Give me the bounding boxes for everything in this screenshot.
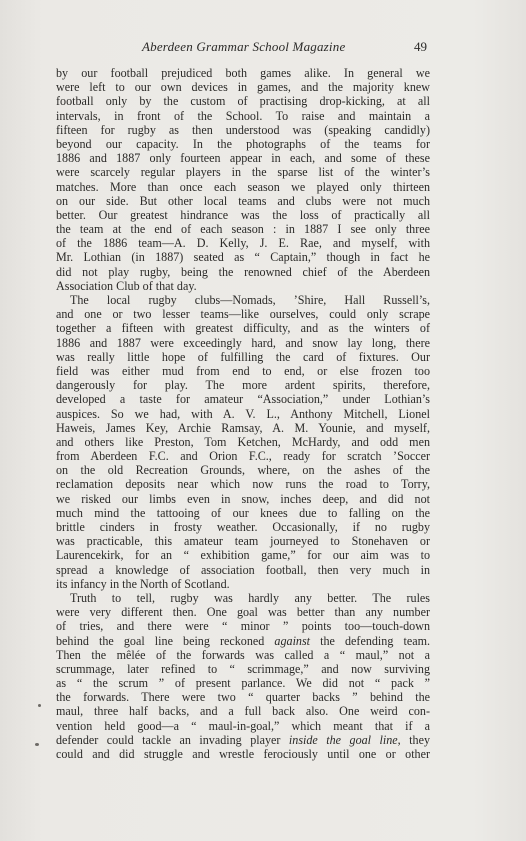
text-line: as “ the scrum ” of present parlance. We did not “ pack ” (56, 676, 430, 691)
text-line: better. Our greatest hindrance was the loss of practically all (56, 207, 430, 222)
text-line: by our football prejudiced both games alike. In general we (56, 66, 430, 80)
text-line: of tries, and there were “ minor ” points too—touch-down (56, 619, 430, 634)
text-line: beyond our capacity. In the photographs of the teams for (56, 136, 430, 151)
text-line: fifteen for rugby as then understood was (speaking candidly) (56, 122, 430, 137)
page-header (0, 39, 526, 57)
text-line: Laurencekirk, for an “ exhibition game,” for our aim was to (56, 548, 430, 563)
text-line: The local rugby clubs—Nomads, ’Shire, Hall Russell’s, (70, 293, 430, 307)
text-line: vention held good—a “ maul-in-goal,” which meant that if a (56, 718, 430, 733)
margin-speck (35, 743, 39, 746)
text-line: dangerously for play. The more ardent spirits, therefore, (56, 378, 430, 393)
text-line: Then the mêlée of the forwards was called a “ maul,” not a (56, 647, 430, 662)
text-line: could and did struggle and wrestle ferociously until one or other (56, 747, 430, 761)
text-line: matches. More than once each season we played only thirteen (56, 179, 430, 194)
text-line: much mind the tattooing of our knees due to falling on the (56, 505, 430, 520)
text-line: was practicable, this amateur team journeyed to Stonehaven or (56, 534, 430, 549)
running-title: Aberdeen Grammar School Magazine (142, 39, 346, 54)
text-line: the team at the end of each season : in 1887 I see only three (56, 222, 430, 237)
text-line: Mr. Lothian (in 1887) seated as “ Captain,” though in fact he (56, 250, 430, 265)
text-line: was really little hope of fulfilling the card of fixtures. Our (56, 349, 430, 364)
text-line: and one or two lesser teams—like ourselves, could only scrape (56, 307, 430, 322)
text-line: and others like Preston, Tom Ketchen, McHardy, and odd men (56, 434, 430, 449)
text-line: Association Club of that day. (56, 278, 197, 293)
text-line: football only by the custom of practising drop-kicking, at all (56, 94, 430, 109)
text-line: behind the goal line being reckoned against the defending team. (56, 633, 430, 648)
text-line: the forwards. There were two “ quarter backs ” behind the (56, 690, 430, 705)
text-line: 1886 and 1887 only fourteen appear in each, and some of these (56, 151, 430, 166)
text-line: field was either mud from end to end, or else frozen too (56, 363, 430, 378)
text-line: auspices. So we had, with A. V. L., Anthony Mitchell, Lionel (56, 406, 430, 421)
text-line: were left to our own devices in games, and the majority knew (56, 80, 430, 95)
text-line: maul, three half backs, and a full back also. One weird con- (56, 704, 430, 719)
text-line: were scarcely regular players in the sparse list of the winter’s (56, 165, 430, 180)
text-line: Truth to tell, rugby was hardly any better. The rules (70, 590, 430, 605)
text-line: developed a taste for amateur “Association,” under Lothian’s (56, 392, 430, 407)
text-line: 1886 and 1887 were exceedingly hard, and snow lay long, there (56, 335, 430, 350)
margin-speck (38, 704, 41, 707)
text-line: its infancy in the North of Scotland. (56, 576, 230, 591)
text-line: on our side. But other local teams and clubs were not much (56, 193, 430, 208)
text-line: we risked our limbs even in snow, inches deep, and did not (56, 491, 430, 506)
text-line: together a fifteen with greatest difficulty, and as the winters of (56, 321, 430, 336)
text-line: brittle cinders in frosty weather. Occasionally, if no rugby (56, 520, 430, 534)
text-line: from Aberdeen F.C. and Orion F.C., ready for scratch ’Soccer (56, 449, 430, 464)
text-line: reclamation deposits near which now runs the road to Torry, (56, 477, 430, 492)
text-line: defender could tackle an invading player inside the goal line, they (56, 732, 431, 747)
text-line: intervals, in front of the School. To raise and maintain a (56, 108, 430, 123)
text-line: were very different then. One goal was better than any number (56, 605, 430, 620)
body-text (56, 66, 430, 761)
text-line: Haweis, James Key, Archie Ramsay, A. M. Younie, and myself, (56, 420, 430, 435)
text-line: spread a knowledge of association football, then very much in (56, 562, 430, 577)
page-number: 49 (414, 39, 427, 54)
text-line: scrummage, later refined to “ scrimmage,” and now surviving (56, 661, 430, 676)
text-line: on the old Recreation Grounds, where, on the ashes of the (56, 463, 430, 478)
text-line: did not play rugby, being the renowned chief of the Aberdeen (56, 264, 430, 279)
text-line: of the 1886 team—A. D. Kelly, J. E. Rae, and myself, with (56, 236, 430, 251)
